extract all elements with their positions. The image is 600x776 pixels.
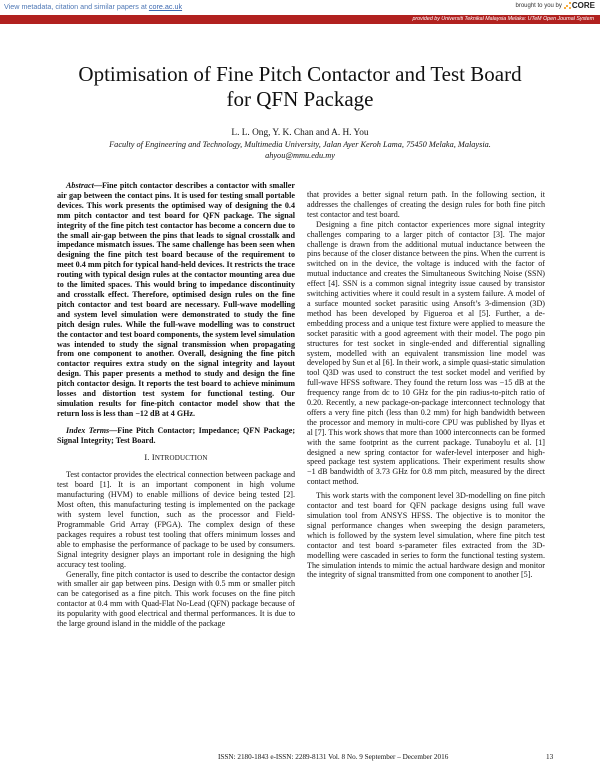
journal-footer: ISSN: 2180-1843 e-ISSN: 2289-8131 Vol. 8 No. 9 September – December 2016 [218,753,449,761]
core-dots-icon [564,2,571,9]
core-logo-text: CORE [571,1,595,10]
index-terms-text: Fine Pitch Contactor; Impedance; QFN Package; Signal Integrity; Test Board. [57,425,296,445]
abstract-text: Fine pitch contactor describes a contactor with smaller air gap between the contact pins. It is used for testing small portable devices. This work presents the optimised way of designing the 0.4 mm pitch contactor and test board for QFN package. The signal integrity of the fine pitch test contactor has become a concern due to the small air-gap between the pins that leads to signal crosstalk and impedance mismatch issues. The same challenge has been seen when designing the fine pitch test board because of the requirement to meet 0.4 mm pitch for typical hand-held devices. It restricts the trace routing with typical design rules at the contactor mounting area due to the limited spaces. This would bring to impedance discontinuity and crosstalk effect. Therefore, optimised design rules on the fine pitch contactor and test board are necessary. Full-wave modelling and system level simulation were demonstrated to study the fine pitch design rules. While the full-wave modelling was to construct the contactor and test board components, the system level simulation was intended to study the signal transmission when propagating from one component to another. Overall, designing the fine pitch contactor requires extra study on the signal integrity and layout design. This paper presents a method to study and design the fine pitch contactor design. It reports the test board to achieve minimum losses and distortion test system for functional testing. Our simulation results for fine-pitch contactor model show that the return loss is less than −12 dB at 4 GHz. [57,181,295,418]
page-number: 13 [546,753,554,761]
intro-paragraph: Generally, fine pitch contactor is used to describe the contactor design with smaller air gap between pins. Design with 0.5 mm or smaller pitch can be categorised as a fine pitch. This work focuses on the fine pitch contactor at 0.4 mm with Quad-Flat No-Lead (QFN) package because of its popularity with good electrical and thermal performances. It is due to the large ground island in the middle of the package [57,569,295,629]
abstract-lead: Abstract [66,181,94,190]
section-first-letter: I [151,452,155,462]
title-line-2: for QFN Package [226,87,374,111]
section-numeral: I. [144,452,150,462]
section-heading-introduction [57,453,295,464]
abstract-dash: — [93,181,102,190]
intro-paragraph: This work starts with the component level 3D-modelling on fine pitch contactor and test board for QFN package designs using full wave simulation tool from ANSYS HFSS. The objective is to monitor the signal performance changes when sweeping the design parameters, which is followed by the system level simulation, where fine pitch test contactor and test board s-parameter files extracted from the 3D-modelling were cascaded in series to form the functional testing system. The simulation intends to mimic the actual hardware design and monitor the integrity of signal transmitted from one component to another [5]. [307,491,545,580]
brought-to-you-text: brought to you by [515,2,562,9]
index-terms-lead: Index Terms [66,425,110,435]
authors: L. L. Ong, Y. K. Chan and A. H. You [231,128,369,138]
core-link[interactable]: core.ac.uk [148,2,183,11]
index-terms-dash: — [109,425,118,435]
intro-paragraph: that provides a better signal return path. In the following section, it addresses the challenges of creating the design rules for both fine pitch test contactor and test board. [307,190,545,219]
intro-paragraph: Test contactor provides the electrical connection between package and test board [1]. It is an important component in high volume manufacturing (HVM) to enable millions of device being tested [2]. Most often, this manufacturing testing is implemented on the package with system level function, such as the processor and Field-Programmable Grid Array (FPGA). The complex design of these packages requires a robust test tooling that offers minimum losses and able to emphasise the performance of package to be used by consumers. Signal integrity designer plays an important role in designing the high accuracy test tooling. [57,470,295,569]
brought-by-core[interactable] [516,1,596,10]
provided-by-bar [0,15,600,24]
core-banner [0,0,600,14]
view-metadata-text: View metadata, citation and similar papers at [4,2,149,11]
intro-paragraph: Designing a fine pitch contactor experiences more signal integrity challenges comparing to a larger pitch of contactor [3]. The major challenge is drawn from the additional mutual inductance between the pins because of the closer distance between the pins. When the current is switched on in the device, the voltage is induced with the factor of mutual inductance and creates the Simultaneous Switching Noise (SSN) effect [4]. SSN is a common signal integrity issue caused by transistor switching activities where it could result in a system failure. A model of a surface mounted socket parasitic using Ansoft’s 3-dimension (3D) method has been developed by Figueroa et al [5]. Further, a de-embedding process and a unique test fixture were applied to measure the socket parasitic with a good agreement with their model. The pogo pin structures for test socket in single-ended and differential signalling system, modelled with an equivalent transmission line model was developed by Sun et al [6]. In their work, a simple quasi-static simulation tool Q3D was used to construct the test socket model and verified by full-wave HFSS software. They found the return loss was −15 dB at the frequency range from dc to 10 GHz for the pin radius-to-pitch ratio of 0.20. Recently, a new package-on-package interconnect technology that offers a very fine pitch (less than 0.2 mm) for high bandwidth between the processor and memory in multi-core CPU was published by Ilyas et al [7]. This work shows that more than 1000 interconnects can be formed with the same footprint as the current package. Tunaboylu et al. [1] designed a new spring contactor for wafer-level interposer and high-speed package test system applications. Their experiment results show −1 dB bandwidth of 3.73 GHz for 0.8 mm pitch, measured by the direct contact method. [307,219,545,487]
right-column [307,190,545,580]
core-logo [564,1,595,10]
index-terms [57,426,295,446]
author-email: ahyou@mmu.edu.my [265,151,335,160]
view-metadata-line [4,2,182,11]
section-rest: NTRODUCTION [154,453,208,462]
affiliation: Faculty of Engineering and Technology, Multimedia University, Jalan Ayer Keroh Lama, 75450 Melaka, Malaysia. [109,140,491,149]
title-line-1: Optimisation of Fine Pitch Contactor and Test Board [78,62,522,86]
left-column [57,181,295,629]
provided-by-text[interactable]: provided by Universiti Teknikal Malaysia Melaka: UTeM Open Journal System [412,16,594,22]
abstract [57,181,295,419]
paper-title [40,62,560,112]
